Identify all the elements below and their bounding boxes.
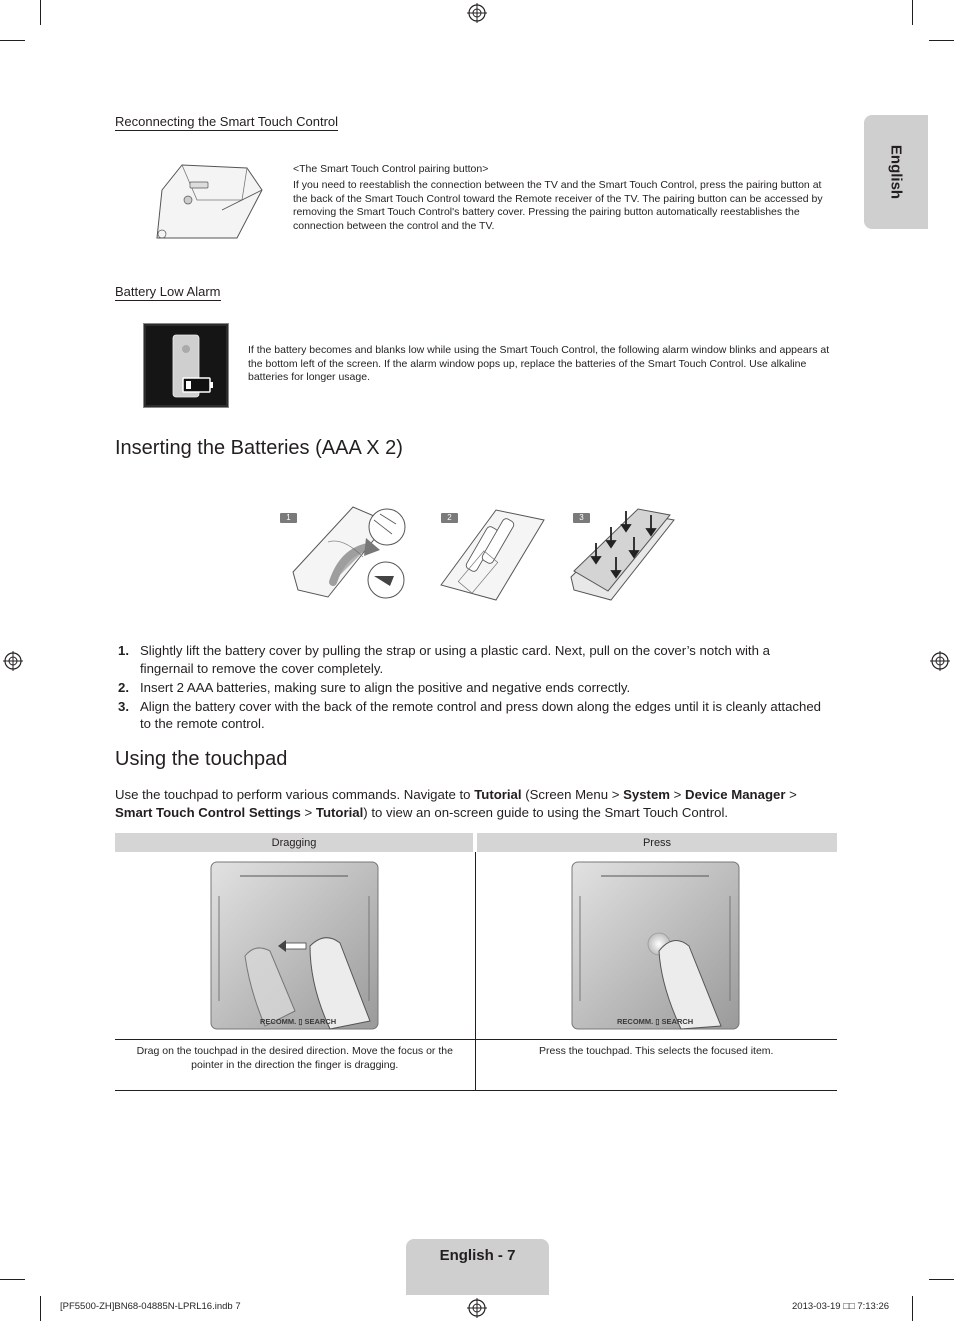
crop-mark (929, 40, 954, 41)
figure-step-label: 2 (441, 513, 458, 523)
page-number-tab (406, 1239, 549, 1295)
language-side-tab (864, 115, 928, 229)
table-row (115, 852, 837, 1040)
search-label: SEARCH (304, 1017, 337, 1026)
intro-menu-item: System (623, 787, 671, 802)
reconnect-body: If you need to reestablish the connection between the TV and the Smart Touch Control, press the pairing button at the back of the Smart Touch Control toward the Remote receiver of the TV. The pairing button can be accessed by removing the Smart Touch Control's battery cover. Pressing the pairing button automatically reestablishes the connection between the control and the TV. (293, 179, 823, 232)
crop-mark (929, 1279, 954, 1280)
battery-alarm-body: If the battery becomes and blanks low while using the Smart Touch Control, the following alarm window blinks and appears at the bottom left of the screen. If the alarm window pops up, replace the batteries of the Smart Touch Control. Use alkaline batteries for longer usage. (248, 344, 830, 384)
intro-menu-item: Tutorial (315, 804, 364, 820)
step-number: 2. (118, 679, 129, 695)
intro-menu-item: Tutorial (474, 787, 522, 802)
intro-text: > (300, 804, 316, 820)
dragging-figure-cell (115, 852, 475, 1040)
step-number: 3. (118, 698, 129, 714)
battery-step3-illustration (566, 505, 678, 605)
press-description: Press the touchpad. This selects the focused item. (475, 1040, 837, 1091)
step-text: Align the battery cover with the back of the remote control and press down along the edges until it is cleanly attached to the remote control. (140, 698, 822, 731)
page-number-label: English - 7 (439, 1247, 516, 1264)
crop-mark (912, 1296, 913, 1321)
inserting-title: Inserting the Batteries (AAA X 2) (115, 437, 403, 459)
intro-menu-item: Smart Touch Control Settings (115, 804, 301, 820)
battery-alarm-window-illustration (143, 323, 229, 408)
table-row (115, 1040, 837, 1091)
print-slug-file: [PF5500-ZH]BN68-04885N-LPRL16.indb 7 (60, 1301, 241, 1312)
language-side-tab-label: English (887, 144, 905, 200)
crop-mark (912, 0, 913, 25)
touchpad-table (115, 833, 837, 1091)
touchpad-intro (115, 786, 835, 821)
intro-text: > (785, 787, 797, 802)
reconnect-heading: Reconnecting the Smart Touch Control (115, 114, 339, 129)
column-header-press: Press (475, 833, 837, 852)
intro-text: (Screen Menu > (521, 787, 624, 802)
step-text: Slightly lift the battery cover by pulling the strap or using a plastic card. Next, pull on the cover’s notch with a fingernail to remove the cover completely. (140, 643, 770, 676)
recomm-label: RECOMM. (260, 1017, 297, 1026)
crop-mark (0, 1279, 25, 1280)
touchpad-title: Using the touchpad (115, 748, 288, 770)
dragging-description: Drag on the touchpad in the desired direction. Move the focus or the pointer in the direction the finger is dragging. (115, 1040, 475, 1091)
press-figure-cell (475, 852, 837, 1040)
search-label: SEARCH (661, 1017, 694, 1026)
step-text: Insert 2 AAA batteries, making sure to align the positive and negative ends correctly. (140, 679, 631, 695)
list-item (115, 642, 825, 677)
print-slug-date: 2013-03-19 □□ 7:13:26 (792, 1301, 890, 1312)
touchpad-dragging-illustration (210, 861, 380, 1031)
figure-step-label: 3 (573, 513, 590, 523)
intro-menu-item: Device Manager (685, 787, 786, 802)
table-header-row (115, 833, 837, 852)
pad-label-row: RECOMM. ▯ SEARCH (617, 1017, 694, 1026)
crop-mark (40, 0, 41, 25)
crop-mark (40, 1296, 41, 1321)
battery-steps-list (115, 642, 825, 734)
touchpad-press-illustration (571, 861, 741, 1031)
list-item (115, 698, 825, 733)
step-number: 1. (118, 643, 129, 658)
intro-text: ) to view an on-screen guide to using the Smart Touch Control. (363, 804, 729, 820)
remote-back-illustration (152, 160, 272, 240)
battery-step1-illustration (288, 502, 410, 602)
figure-step-label: 1 (280, 513, 297, 523)
registration-mark-icon (467, 3, 487, 23)
battery-step2-illustration (436, 505, 550, 603)
intro-text: Use the touchpad to perform various commands. Navigate to (115, 787, 475, 802)
reconnect-caption: <The Smart Touch Control pairing button> (293, 163, 489, 175)
registration-mark-icon (3, 651, 23, 671)
crop-mark (0, 40, 25, 41)
column-header-dragging: Dragging (115, 833, 475, 852)
registration-mark-icon (930, 651, 950, 671)
intro-text: > (670, 787, 686, 802)
registration-mark-icon (467, 1298, 487, 1318)
list-item (115, 679, 825, 697)
pad-label-row: RECOMM. ▯ SEARCH (260, 1017, 337, 1026)
battery-alarm-heading: Battery Low Alarm (115, 284, 221, 299)
recomm-label: RECOMM. (617, 1017, 654, 1026)
